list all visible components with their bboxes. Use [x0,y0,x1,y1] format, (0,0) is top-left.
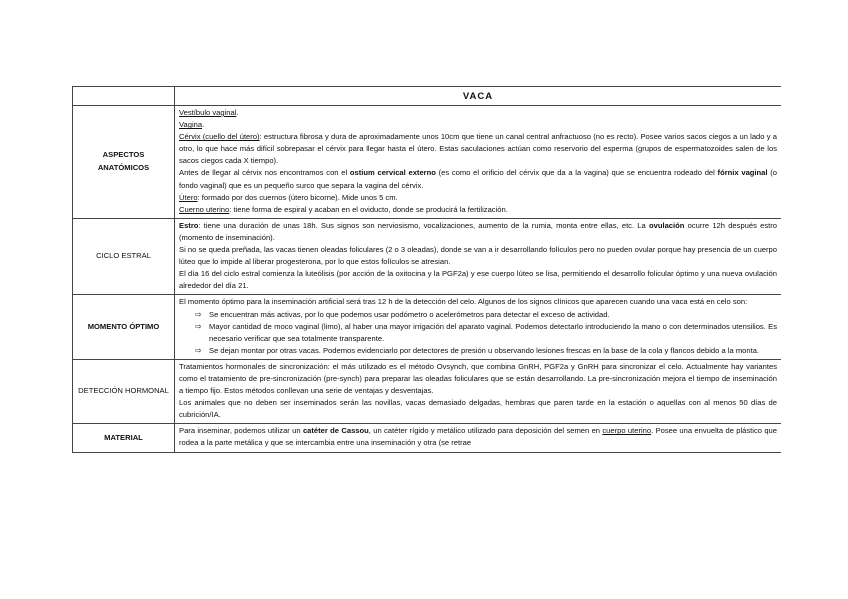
term-vagina: Vagina [179,120,203,130]
row-content-aspectos [175,106,782,219]
text: Se encuentran más activas, por lo que podemos usar podómetro o acelerómetros para detectar el exceso de actividad. [209,309,610,319]
term-estro: Estro [179,220,199,230]
header-empty-cell [73,87,175,106]
row-content-deteccion [175,359,782,423]
paragraph: Los animales que no deben ser inseminados serán las novillas, vacas demasiado delgadas, hembras que paren tarde en la estación o aquellas con al menos 50 días de cubrición/IA. [179,398,777,420]
row-label-ciclo: CICLO ESTRAL [73,218,175,295]
sign-list [179,309,777,357]
term-ovulacion: ovulación [648,220,685,230]
table-row [73,106,782,219]
term-ostium: ostium cervical externo [349,168,436,178]
term-utero: Útero [179,192,198,202]
document-page [72,86,781,513]
paragraph: Si no se queda preñada, las vacas tienen oleadas foliculares (2 o 3 oleadas), donde se van a ir desarrollando folículos pero no pueden ovular porque hay presencia de un cuerpo lúteo que lo impide al liberar progesterona, por lo que estos folículos se atresian. [179,245,777,267]
row-content-ciclo [175,218,782,295]
text: (o fondo vaginal) que es un pequeño surco que separa la vagina del cérvix. [179,168,777,190]
table-row [73,295,782,359]
header-vaca: VACA [175,87,782,106]
text: Se dejan montar por otras vacas. Podemos evidenciarlo por detectores de presión u observando lesiones frescas en la base de la cola y flancos debido a la monta. [209,345,760,355]
list-item [195,321,777,345]
text: Mayor cantidad de moco vaginal (limo), al haber una mayor irrigación del aparato vaginal. Podemos detectarlo introduciendo la mano o con determinados utensilios. Es necesario verificar que sea totalmente transparente. [209,321,777,343]
row-label-deteccion: DETECCIÓN HORMONAL [73,359,175,423]
row-label-momento: MOMENTO ÓPTIMO [73,295,175,359]
paragraph: El día 16 del ciclo estral comienza la luteólisis (por acción de la oxitocina y la PGF2a) y ese cuerpo lúteo se lisa, permitiendo el desarrollo folicular óptimo y una nueva ovulación alrededor del día 21. [179,269,777,291]
table-row [73,359,782,423]
text: Antes de llegar al cérvix nos encontramos con el [179,168,350,178]
comparison-table [72,86,781,453]
text: Para inseminar, podemos utilizar un [179,426,303,436]
row-label-material: MATERIAL [73,424,175,452]
text: ocurre 12h después estro (momento de inseminación). [179,220,777,242]
term-cervix: Cérvix (cuello del útero) [179,132,260,142]
term-cuerno: Cuerno uterino [179,204,230,214]
table-header-row [73,87,782,106]
arrow-bullet-icon: ⇨ [195,321,202,331]
row-label-aspectos: ASPECTOS ANATÓMICOS [73,106,175,219]
text: , un catéter rígido y metálico utilizado para deposición del semen en [368,426,603,436]
text: . Posee una envuelta de plástico que rodea a la parte metálica y que se intercambia entre una inseminación y otra (se retrae [179,426,777,448]
text: . [236,108,239,117]
row-content-momento [175,295,782,359]
row-content-material [175,424,782,452]
text: : estructura fibrosa y dura de aproximadamente unos 10cm que tiene un canal central anfractuoso (no es recto). Posee varios sacos ciegos a un lado y a otro, lo que hace más difícil sobrepasar el cérvix para llegar hasta el útero. Estas saculaciones actúan como reservorio del esperma (grupos de espermatozoides salen de los sacos ciegos cada X tiempo). [179,132,778,166]
term-vestibulo: Vestíbulo vaginal [179,108,237,117]
text: . [202,120,205,130]
text: : tiene forma de espiral y acaban en el oviducto, donde se producirá la fertilización. [229,204,508,214]
paragraph: El momento óptimo para la inseminación artificial será tras 12 h de la detección del celo. Algunos de los signos clínicos que aparecen cuando una vaca está en celo son: [179,297,748,307]
text: (es como el orificio del cérvix que da a la vagina) que se encuentra rodeado del [435,168,718,178]
text: : tiene una duración de unas 18h. Sus signos son nerviosismo, vocalizaciones, aumento de la rumia, monta entre ellas, etc. La [198,220,649,230]
term-cuerpo-uterino: cuerpo uterino [602,426,652,436]
arrow-bullet-icon: ⇨ [195,345,202,355]
table-row [73,218,782,295]
paragraph: Tratamientos hormonales de sincronización: el más utilizado es el método Ovsynch, que combina GnRH, PGF2a y GnRH para sincronizar el celo. Actualmente hay variantes como el tratamiento de pre-sincronización (pre-synch) para preparar las oleadas foliculares que se están desarrollando. La pre-sincronización mejora el tiempo de inseminación a tiempo fijo. Estos métodos conllevan una serie de ventajas y desventajas. [179,361,777,396]
list-item [195,309,777,321]
arrow-bullet-icon: ⇨ [195,309,202,319]
table-row [73,424,782,452]
term-fornix: fórnix vaginal [717,168,768,178]
list-item [195,345,777,357]
text: : formado por dos cuernos (útero bicorne). Mide unos 5 cm. [197,192,398,202]
term-cateter: catéter de Cassou [302,426,369,436]
